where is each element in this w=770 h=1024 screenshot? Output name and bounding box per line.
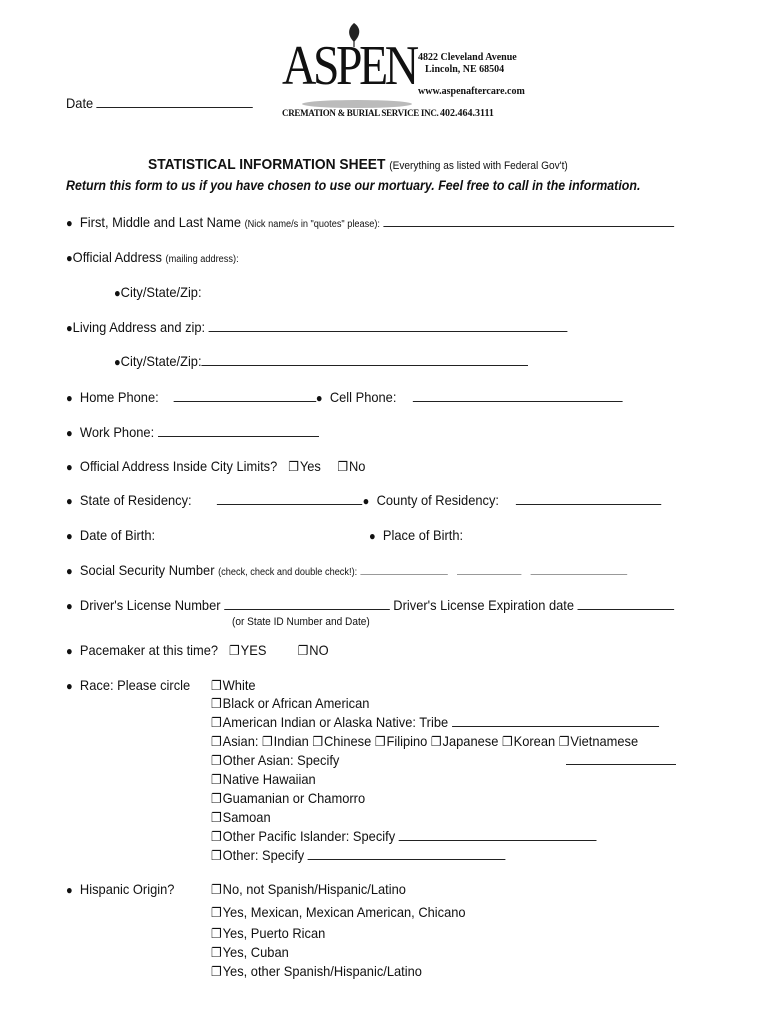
race-label: Race: Please circle xyxy=(79,677,191,693)
hispanic-cuban-label: Yes, Cuban xyxy=(222,944,289,960)
bullet-icon: ● xyxy=(114,355,121,369)
dob-label: Date of Birth: xyxy=(79,527,156,543)
inside-city-yes-label: Yes xyxy=(299,458,321,474)
ssn-field[interactable] xyxy=(66,562,627,578)
checkbox-icon[interactable]: ❐ xyxy=(229,643,240,658)
race-other-pacific-label: Other Pacific Islander: Specify xyxy=(222,828,396,844)
hispanic-other-label: Yes, other Spanish/Hispanic/Latino xyxy=(222,963,422,979)
race-asian-label: Asian: xyxy=(222,733,259,749)
home-phone-field[interactable] xyxy=(66,389,623,405)
race-japanese-label: Japanese xyxy=(442,733,499,749)
living-address-input-line[interactable] xyxy=(209,319,568,332)
bullet-icon: ● xyxy=(66,321,73,335)
race-korean-label: Korean xyxy=(513,733,556,749)
hispanic-mexican-label: Yes, Mexican, Mexican American, Chicano xyxy=(222,904,466,920)
logo-subtitle: CREMATION & BURIAL SERVICE INC. xyxy=(282,108,439,118)
hispanic-label: Hispanic Origin? xyxy=(79,881,175,897)
bullet-icon: ● xyxy=(66,564,73,578)
work-phone-input-line[interactable] xyxy=(158,424,319,437)
race-option-white[interactable] xyxy=(211,677,256,694)
date-field[interactable] xyxy=(66,95,253,111)
checkbox-icon[interactable]: ❐ xyxy=(288,459,299,474)
checkbox-icon[interactable]: ❐ xyxy=(211,678,222,693)
checkbox-icon[interactable]: ❐ xyxy=(211,772,222,787)
bullet-icon: ● xyxy=(66,679,73,693)
bullet-icon: ● xyxy=(66,599,73,613)
checkbox-icon[interactable]: ❐ xyxy=(211,829,222,844)
title-note: (Everything as listed with Federal Gov't) xyxy=(389,160,568,172)
checkbox-icon[interactable]: ❐ xyxy=(262,734,273,749)
state-residency-label: State of Residency: xyxy=(79,492,192,508)
ssn-note: (check, check and double check!): xyxy=(218,567,358,578)
checkbox-icon[interactable]: ❐ xyxy=(211,926,222,941)
bullet-icon: ● xyxy=(66,426,73,440)
hispanic-option-no[interactable] xyxy=(211,881,406,898)
checkbox-icon[interactable]: ❐ xyxy=(211,945,222,960)
hispanic-option-cuban[interactable] xyxy=(211,944,289,961)
checkbox-icon[interactable]: ❐ xyxy=(211,848,222,863)
phone: 402.464.3111 xyxy=(440,108,494,119)
cell-phone-label: Cell Phone: xyxy=(329,389,397,405)
bullet-icon: ● xyxy=(66,644,73,658)
race-chinese-label: Chinese xyxy=(324,733,372,749)
inside-city-label: Official Address Inside City Limits? xyxy=(79,458,278,474)
dl-exp-input-line[interactable] xyxy=(578,597,675,610)
checkbox-icon[interactable]: ❐ xyxy=(312,734,324,749)
ssn-input-line-2[interactable] xyxy=(457,562,521,575)
other-pacific-input-line[interactable] xyxy=(399,828,597,841)
race-samoan-label: Samoan xyxy=(222,809,271,825)
other-race-input-line[interactable] xyxy=(308,847,506,860)
address-line-1: 4822 Cleveland Avenue xyxy=(418,52,517,63)
city-state-zip-2-input-line[interactable] xyxy=(202,353,529,366)
race-option-other-asian[interactable] xyxy=(211,752,339,769)
date-label: Date xyxy=(66,95,94,111)
hispanic-field xyxy=(66,881,174,897)
page-title: STATISTICAL INFORMATION SHEET xyxy=(148,156,386,173)
city-state-zip-1-label: City/State/Zip: xyxy=(120,284,202,300)
residency-field[interactable] xyxy=(66,492,661,508)
checkbox-icon[interactable]: ❐ xyxy=(211,810,222,825)
inside-city-field[interactable] xyxy=(66,458,365,475)
checkbox-icon[interactable]: ❐ xyxy=(297,643,309,658)
ssn-label: Social Security Number xyxy=(79,562,215,578)
home-phone-label: Home Phone: xyxy=(79,389,159,405)
logo-swoosh xyxy=(302,100,412,108)
bullet-icon: ● xyxy=(114,286,121,300)
checkbox-icon[interactable]: ❐ xyxy=(211,734,222,749)
pacemaker-yes-label: YES xyxy=(240,642,267,658)
bullet-icon: ● xyxy=(66,391,73,405)
dob-field[interactable] xyxy=(66,527,155,543)
name-input-line[interactable] xyxy=(384,214,675,227)
city-state-zip-2-label: City/State/Zip: xyxy=(120,353,202,369)
race-filipino-label: Filipino xyxy=(386,733,428,749)
bullet-icon: ● xyxy=(66,460,73,474)
race-other-asian-label: Other Asian: Specify xyxy=(222,752,340,768)
home-phone-input-line[interactable] xyxy=(173,389,316,402)
county-residency-label: County of Residency: xyxy=(376,492,500,508)
hispanic-puerto-rican-label: Yes, Puerto Rican xyxy=(222,925,326,941)
race-option-other-pacific[interactable] xyxy=(211,828,597,845)
checkbox-icon[interactable]: ❐ xyxy=(211,882,222,897)
dl-note: (or State ID Number and Date) xyxy=(232,616,370,628)
website: www.aspenaftercare.com xyxy=(418,86,525,97)
logo-text: ASPEN xyxy=(282,35,416,97)
city-state-zip-1-field[interactable] xyxy=(114,284,202,300)
other-asian-input-line[interactable] xyxy=(566,764,676,765)
dl-field[interactable] xyxy=(66,597,674,613)
race-option-guamanian[interactable] xyxy=(211,790,365,807)
cell-phone-input-line[interactable] xyxy=(413,389,623,402)
race-option-american-indian[interactable] xyxy=(211,714,659,731)
work-phone-field[interactable] xyxy=(66,424,319,440)
race-option-native-hawaiian[interactable] xyxy=(211,771,316,788)
hispanic-option-puerto-rican[interactable] xyxy=(211,925,325,942)
race-white-label: White xyxy=(222,677,256,693)
bullet-icon: ● xyxy=(369,529,376,543)
bullet-icon: ● xyxy=(66,216,73,230)
state-residency-input-line[interactable] xyxy=(217,492,362,505)
bullet-icon: ● xyxy=(66,529,73,543)
race-field xyxy=(66,677,190,693)
pob-field[interactable] xyxy=(369,527,463,543)
tribe-input-line[interactable] xyxy=(452,714,659,727)
name-note: (Nick name/s in "quotes" please): xyxy=(244,219,380,230)
checkbox-icon[interactable]: ❐ xyxy=(211,964,222,979)
bullet-icon: ● xyxy=(315,391,323,405)
dl-label: Driver's License Number xyxy=(79,597,221,613)
official-address-note: (mailing address): xyxy=(165,254,239,265)
name-field[interactable] xyxy=(66,214,674,230)
logo xyxy=(282,20,439,120)
dl-input-line[interactable] xyxy=(224,597,390,610)
dl-exp-label: Driver's License Expiration date xyxy=(393,597,575,613)
bullet-icon: ● xyxy=(66,883,73,897)
race-option-samoan[interactable] xyxy=(211,809,271,826)
checkbox-icon[interactable]: ❐ xyxy=(211,696,222,711)
checkbox-icon[interactable]: ❐ xyxy=(558,734,570,749)
ssn-input-line-3[interactable] xyxy=(531,562,628,575)
living-address-label: Living Address and zip: xyxy=(72,319,206,335)
checkbox-icon[interactable]: ❐ xyxy=(337,459,349,474)
bullet-icon: ● xyxy=(66,251,73,265)
race-black-label: Black or African American xyxy=(222,695,370,711)
race-option-black[interactable] xyxy=(211,695,369,712)
address-line-2: Lincoln, NE 68504 xyxy=(425,64,505,75)
race-indian-label: Indian xyxy=(273,733,309,749)
date-input-line[interactable] xyxy=(97,95,253,108)
race-option-other[interactable] xyxy=(211,847,506,864)
checkbox-icon[interactable]: ❐ xyxy=(501,734,513,749)
hispanic-no-label: No, not Spanish/Hispanic/Latino xyxy=(222,881,406,897)
living-address-field[interactable] xyxy=(66,319,568,335)
checkbox-icon[interactable]: ❐ xyxy=(374,734,386,749)
checkbox-icon[interactable]: ❐ xyxy=(211,791,222,806)
work-phone-label: Work Phone: xyxy=(79,424,155,440)
checkbox-icon[interactable]: ❐ xyxy=(211,753,222,768)
city-state-zip-2-field[interactable] xyxy=(114,353,528,369)
race-american-indian-label: American Indian or Alaska Native: Tribe xyxy=(222,714,449,730)
inside-city-no-label: No xyxy=(348,458,366,474)
county-residency-input-line[interactable] xyxy=(515,492,660,505)
official-address-label: Official Address xyxy=(72,249,162,265)
race-native-hawaiian-label: Native Hawaiian xyxy=(222,771,316,787)
instruction: Return this form to us if you have chosen to use our mortuary. Feel free to call in the information. xyxy=(66,178,641,193)
pacemaker-field[interactable] xyxy=(66,642,329,659)
checkbox-icon[interactable]: ❐ xyxy=(211,715,222,730)
pacemaker-no-label: NO xyxy=(309,642,329,658)
bullet-icon: ● xyxy=(66,494,73,508)
hispanic-option-other[interactable] xyxy=(211,963,422,980)
race-other-label: Other: Specify xyxy=(222,847,305,863)
title-row xyxy=(148,156,568,173)
checkbox-icon[interactable]: ❐ xyxy=(430,734,442,749)
race-vietnamese-label: Vietnamese xyxy=(570,733,639,749)
name-label: First, Middle and Last Name xyxy=(79,214,242,230)
race-option-asian[interactable] xyxy=(211,733,638,750)
hispanic-option-mexican[interactable] xyxy=(211,904,466,921)
bullet-icon: ● xyxy=(362,494,370,508)
official-address-field[interactable] xyxy=(66,249,239,265)
pacemaker-label: Pacemaker at this time? xyxy=(79,642,219,658)
race-guamanian-label: Guamanian or Chamorro xyxy=(222,790,366,806)
ssn-input-line-1[interactable] xyxy=(361,562,448,575)
pob-label: Place of Birth: xyxy=(382,527,464,543)
checkbox-icon[interactable]: ❐ xyxy=(211,905,222,920)
